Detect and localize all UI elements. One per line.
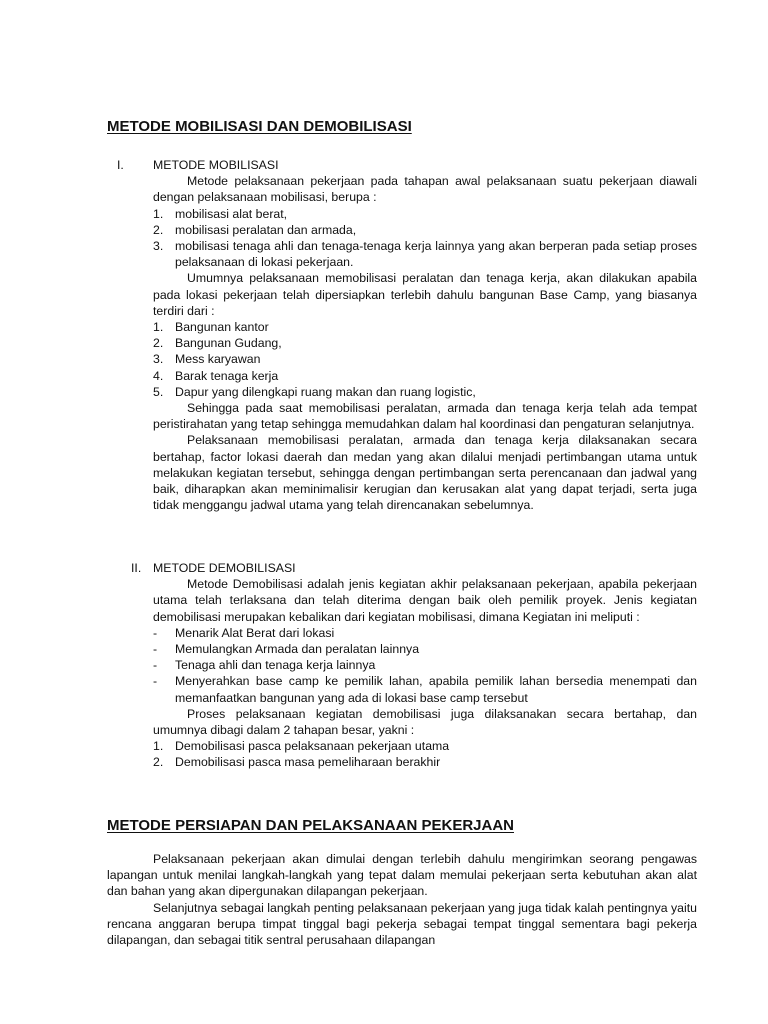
- section-title: METODE MOBILISASI: [153, 158, 279, 172]
- list-marker: 5.: [153, 384, 164, 399]
- section-number: II.: [131, 561, 142, 575]
- heading-mobilisasi-demobilisasi: METODE MOBILISASI DAN DEMOBILISASI: [107, 118, 412, 135]
- numbered-list: [153, 206, 697, 271]
- list-item-text: Bangunan Gudang,: [175, 336, 282, 351]
- heading-persiapan-pelaksanaan: METODE PERSIAPAN DAN PELAKSANAAN PEKERJAAN: [107, 817, 514, 834]
- paragraph: Sehingga pada saat memobilisasi peralatan, armada dan tenaga kerja telah ada tempat peristirahatan yang tetap sehingga memudahkan dalam hal koordinasi dan pengaturan selanjutnya.: [153, 401, 697, 432]
- list-item: [153, 206, 697, 222]
- section-title-row: [0, 157, 768, 173]
- paragraph: Selanjutnya sebagai langkah penting pelaksanaan pekerjaan yang juga tidak kalah pentingnya yaitu rencana anggaran berupa timpat tinggal bagi pekerja sebagai tempat tinggal sementara bagi pekerja dilapangan, dan sebagai titik sentral perusahaan dilapangan: [107, 900, 697, 948]
- list-item-text: Menarik Alat Berat dari lokasi: [175, 625, 335, 640]
- list-marker: 2.: [153, 755, 164, 770]
- bullet-list: [153, 625, 697, 706]
- list-marker: -: [153, 658, 158, 673]
- list-marker: -: [153, 625, 158, 640]
- paragraph: Pelaksanaan pekerjaan akan dimulai dengan terlebih dahulu mengirimkan seorang pengawas lapangan untuk menilai langkah-langkah yang tepat dalam memulai pekerjaan serta kebutuhan akan alat dan bahan yang akan dipergunakan dilapangan pekerjaan.: [107, 852, 697, 899]
- list-item-text: Mess karyawan: [175, 352, 261, 367]
- list-item: [153, 368, 697, 384]
- list-item-text: Dapur yang dilengkapi ruang makan dan ruang logistic,: [175, 384, 476, 399]
- list-marker: 3.: [153, 352, 164, 367]
- list-item: [153, 335, 697, 351]
- list-item: [153, 673, 697, 705]
- list-marker: 1.: [153, 320, 164, 335]
- list-marker: 1.: [153, 206, 164, 221]
- list-item: [153, 625, 697, 641]
- list-item-text: mobilisasi peralatan dan armada,: [175, 222, 357, 237]
- section-title-row: [0, 560, 768, 576]
- list-item-text: mobilisasi tenaga ahli dan tenaga-tenaga kerja lainnya yang akan berperan pada setiap proses pelaksanaan di lokasi pekerjaan.: [175, 239, 697, 270]
- list-item: [153, 754, 697, 770]
- list-item: [153, 238, 697, 270]
- list-item-text: Bangunan kantor: [175, 320, 269, 335]
- section-persiapan-pelaksanaan: [107, 851, 697, 948]
- list-marker: 4.: [153, 368, 164, 383]
- paragraph: Metode Demobilisasi adalah jenis kegiatan akhir pelaksanaan pekerjaan, apabila pekerjaan utama telah terlaksana dan telah diterima dengan baik oleh pemilik proyek. Jenis kegiatan demobilisasi merupakan kebalikan dari kegiatan mobilisasi, dimana Kegiatan ini meliputi :: [153, 577, 697, 624]
- list-item: [153, 657, 697, 673]
- list-marker: -: [153, 642, 158, 656]
- paragraph: Proses pelaksanaan kegiatan demobilisasi juga dilaksanakan secara bertahap, dan umumnya dibagi dalam 2 tahapan besar, yakni :: [153, 706, 697, 738]
- list-item: [153, 641, 697, 657]
- paragraph: Umumnya pelaksanaan memobilisasi peralatan dan tenaga kerja, akan dilakukan apabila pada lokasi pekerjaan telah dipersiapkan terlebih dahulu bangunan Base Camp, yang biasanya terdiri dari :: [153, 271, 697, 318]
- list-item-text: Tenaga ahli dan tenaga kerja lainnya: [175, 658, 376, 673]
- section-metode-mobilisasi: [0, 157, 768, 513]
- section-number: I.: [117, 158, 124, 172]
- numbered-list: [153, 738, 697, 770]
- list-item-text: Demobilisasi pasca masa pemeliharaan berakhir: [175, 755, 441, 770]
- list-marker: 1.: [153, 739, 164, 754]
- paragraph: Metode pelaksanaan pekerjaan pada tahapan awal pelaksanaan suatu pekerjaan diawali dengan pelaksanaan mobilisasi, berupa :: [153, 174, 697, 205]
- list-item: [153, 351, 697, 367]
- section-metode-demobilisasi: [0, 560, 768, 771]
- list-item-text: Barak tenaga kerja: [175, 368, 279, 383]
- paragraph: Pelaksanaan memobilisasi peralatan, armada dan tenaga kerja dilaksanakan secara bertahap, factor lokasi daerah dan medan yang akan dilalui menjadi pertimbangan utama untuk melakukan kegiatan tersebut, sehingga dengan pertimbangan serta perencanaan dan jadwal yang baik, diharapkan akan meminimalisir kerugian dan kerusakan alat yang dapat terjadi, serta juga tidak menggangu jadwal utama yang telah direncanakan sebelumnya.: [153, 433, 697, 513]
- list-item: [153, 384, 697, 400]
- list-item-text: Demobilisasi pasca pelaksanaan pekerjaan utama: [175, 739, 450, 754]
- list-item: [153, 319, 697, 335]
- list-item: [153, 222, 697, 238]
- list-item: [153, 738, 697, 754]
- numbered-list: [153, 319, 697, 400]
- list-item-text: mobilisasi alat berat,: [175, 206, 288, 221]
- list-item-text: Menyerahkan base camp ke pemilik lahan, apabila pemilik lahan bersedia menempati dan memanfaatkan bangunan yang ada di lokasi base camp tersebut: [175, 674, 697, 705]
- list-marker: -: [153, 674, 158, 689]
- list-item-text: Memulangkan Armada dan peralatan lainnya: [175, 642, 420, 656]
- section-title: METODE DEMOBILISASI: [153, 561, 296, 575]
- list-marker: 2.: [153, 222, 164, 237]
- list-marker: 3.: [153, 239, 164, 253]
- list-marker: 2.: [153, 336, 164, 351]
